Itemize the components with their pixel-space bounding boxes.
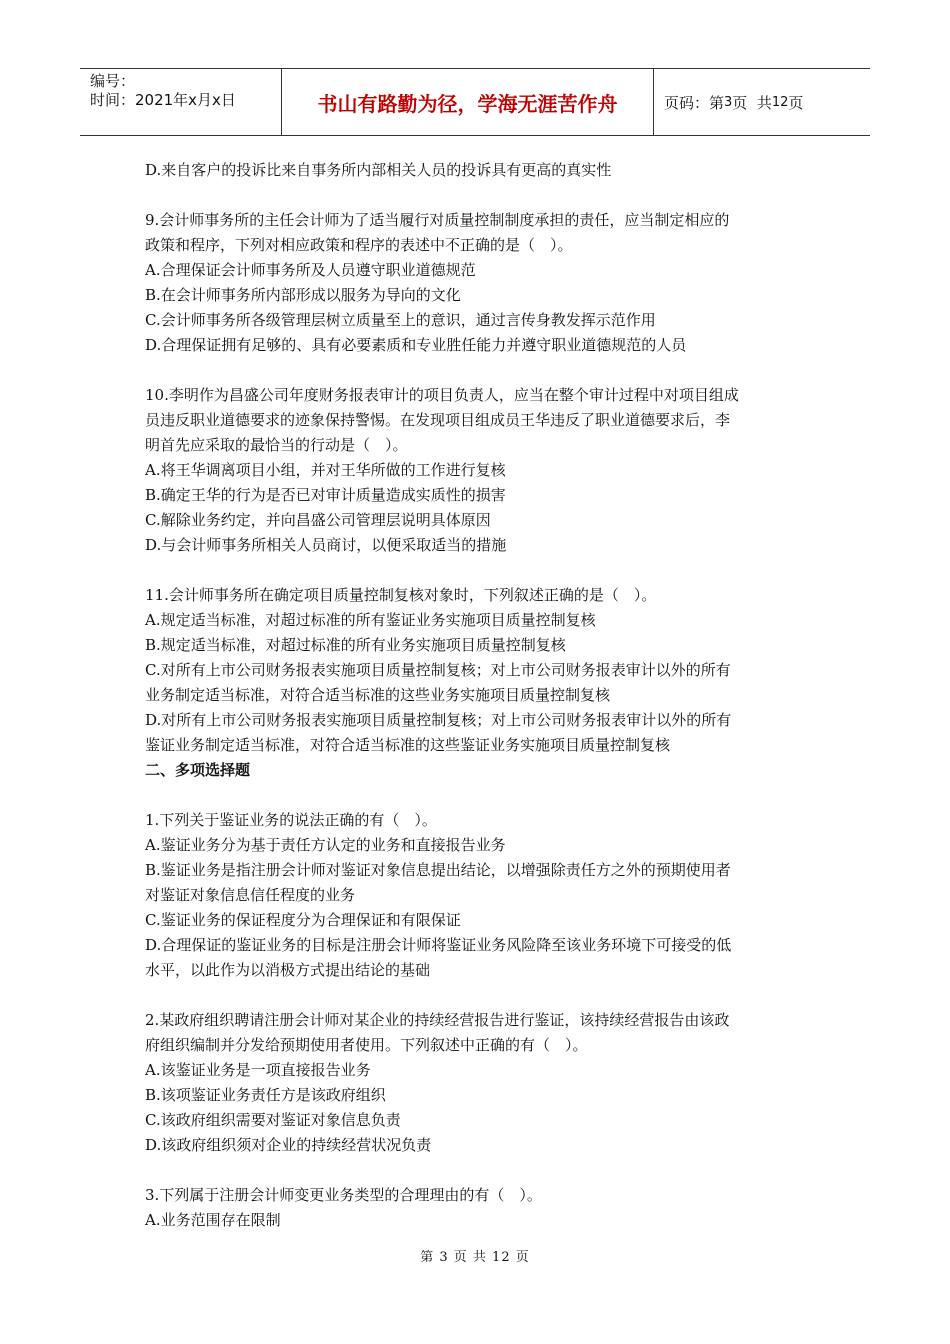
- page-mid: 页 共: [732, 93, 772, 112]
- page-total: 12: [771, 94, 789, 110]
- paragraph-gap: [145, 1158, 810, 1183]
- text-line: 明首先应采取的最恰当的行动是（ ）。: [145, 436, 408, 454]
- text-line: D.与会计师事务所相关人员商讨，以便采取适当的措施: [145, 536, 507, 554]
- text-line: A.鉴证业务分为基于责任方认定的业务和直接报告业务: [145, 836, 506, 854]
- text-line: B.鉴证业务是指注册会计师对鉴证对象信息提出结论，以增强除责任方之外的预期使用者: [145, 861, 731, 879]
- text-line: 水平，以此作为以消极方式提出结论的基础: [145, 961, 431, 979]
- text-line: 对鉴证对象信息信任程度的业务: [145, 886, 356, 904]
- text-line: D.合理保证拥有足够的、具有必要素质和专业胜任能力并遵守职业道德规范的人员: [145, 336, 687, 354]
- header-motto: 书山有路勤为径，学海无涯苦作舟: [282, 69, 654, 135]
- text-line: 10.李明作为昌盛公司年度财务报表审计的项目负责人，应当在整个审计过程中对项目组成: [145, 386, 739, 404]
- header-meta: [80, 69, 282, 135]
- paragraph-gap: [145, 358, 810, 383]
- text-line: A.规定适当标准，对超过标准的所有鉴证业务实施项目质量控制复核: [145, 611, 596, 629]
- text-line: B.确定王华的行为是否已对审计质量造成实质性的损害: [145, 486, 506, 504]
- text-line: 1.下列关于鉴证业务的说法正确的有（ ）。: [145, 811, 437, 829]
- text-line: D.该政府组织须对企业的持续经营状况负责: [145, 1136, 432, 1154]
- text-line: 业务制定适当标准，对符合适当标准的这些业务实施项目质量控制复核: [145, 686, 611, 704]
- page-current: 3: [724, 94, 733, 110]
- document-body: [145, 158, 810, 1233]
- text-line: D.合理保证的鉴证业务的目标是注册会计师将鉴证业务风险降至该业务环境下可接受的低: [145, 936, 732, 954]
- section-heading: 二、多项选择题: [145, 761, 251, 779]
- text-line: A.合理保证会计师事务所及人员遵守职业道德规范: [145, 261, 476, 279]
- text-line: C.解除业务约定，并向昌盛公司管理层说明具体原因: [145, 511, 491, 529]
- paragraph-gap: [145, 183, 810, 208]
- text-line: A.业务范围存在限制: [145, 1211, 281, 1229]
- text-line: 11.会计师事务所在确定项目质量控制复核对象时，下列叙述正确的是（ ）。: [145, 586, 657, 604]
- page-header: [80, 68, 870, 136]
- text-line: C.该政府组织需要对鉴证对象信息负责: [145, 1111, 401, 1129]
- paragraph-gap: [145, 983, 810, 1008]
- date-label: 时间：2021年x月x日: [90, 91, 236, 109]
- text-line: B.规定适当标准，对超过标准的所有业务实施项目质量控制复核: [145, 636, 566, 654]
- text-line: 府组织编制并分发给预期使用者使用。下列叙述中正确的有（ ）。: [145, 1036, 588, 1054]
- text-line: A.该鉴证业务是一项直接报告业务: [145, 1061, 371, 1079]
- text-line: A.将王华调离项目小组，并对王华所做的工作进行复核: [145, 461, 506, 479]
- text-line: D.对所有上市公司财务报表实施项目质量控制复核；对上市公司财务报表审计以外的所有: [145, 711, 732, 729]
- text-line: 鉴证业务制定适当标准，对符合适当标准的这些鉴证业务实施项目质量控制复核: [145, 736, 671, 754]
- text-line: 2.某政府组织聘请注册会计师对某企业的持续经营报告进行鉴证，该持续经营报告由该政: [145, 1011, 730, 1029]
- paragraph-gap: [145, 558, 810, 583]
- text-line: 员违反职业道德要求的迹象保持警惕。在发现项目组成员王华违反了职业道德要求后，李: [145, 411, 731, 429]
- text-line: C.对所有上市公司财务报表实施项目质量控制复核；对上市公司财务报表审计以外的所有: [145, 661, 731, 679]
- text-line: 9.会计师事务所的主任会计师为了适当履行对质量控制制度承担的责任，应当制定相应的: [145, 211, 730, 229]
- paragraph-gap: [145, 783, 810, 808]
- text-line: B.在会计师事务所内部形成以服务为导向的文化: [145, 286, 461, 304]
- serial-number-label: 编号：: [90, 72, 136, 90]
- text-line: 政策和程序，下列对相应政策和程序的表述中不正确的是（ ）。: [145, 236, 573, 254]
- page-prefix: 页码：第: [664, 93, 725, 112]
- page-footer: 第 3 页 共 12 页: [420, 1250, 530, 1265]
- text-line: C.会计师事务所各级管理层树立质量至上的意识，通过言传身教发挥示范作用: [145, 311, 656, 329]
- text-line: C.鉴证业务的保证程度分为合理保证和有限保证: [145, 911, 461, 929]
- page-suffix: 页: [788, 93, 804, 112]
- text-line: D.来自客户的投诉比来自事务所内部相关人员的投诉具有更高的真实性: [145, 161, 612, 179]
- text-line: 3.下列属于注册会计师变更业务类型的合理理由的有（ ）。: [145, 1186, 542, 1204]
- text-line: B.该项鉴证业务责任方是该政府组织: [145, 1086, 386, 1104]
- header-page-number: [654, 69, 870, 135]
